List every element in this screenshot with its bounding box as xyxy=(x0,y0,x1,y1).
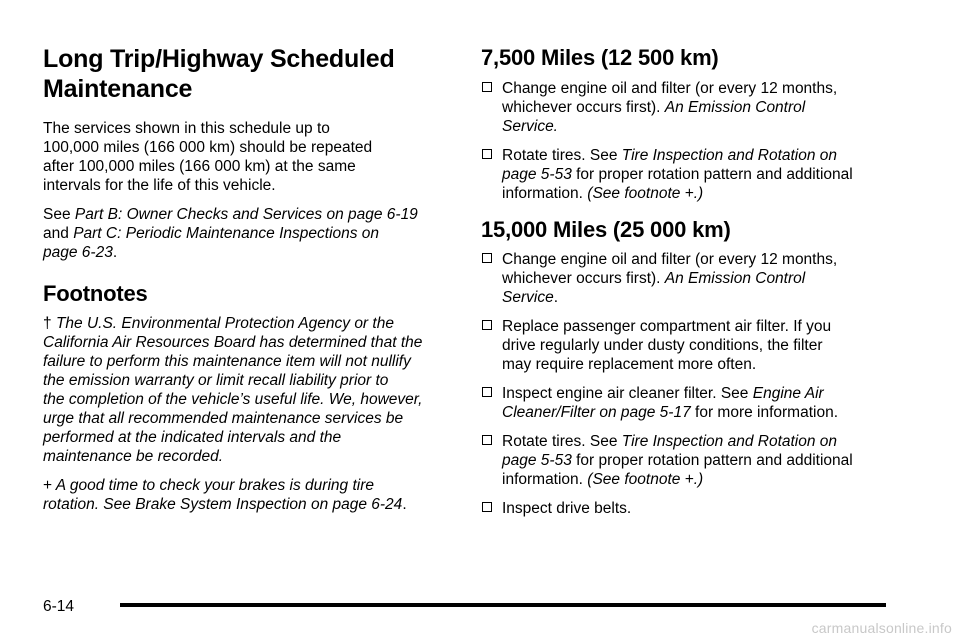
part-c-link[interactable]: Part C: Periodic Maintenance Inspections on xyxy=(73,225,380,242)
checklist-item: Inspect engine air cleaner filter. See Engine Air Cleaner/Filter on page 5-17 for more information. xyxy=(481,384,901,422)
footnotes-heading: Footnotes xyxy=(43,281,148,306)
checkbox-icon xyxy=(482,502,492,512)
left-column xyxy=(43,44,451,514)
page-number: 6-14 xyxy=(43,598,75,615)
checkbox-icon xyxy=(482,253,492,263)
intro-paragraph: The services shown in this schedule up to 100,000 miles (166 000 km) should be repeated after 100,000 miles (166 000 km) at the same intervals for the life of this vehicle. xyxy=(43,120,373,194)
checkbox-icon xyxy=(482,82,492,92)
part-b-link[interactable]: Part B: Owner Checks and Services on page 6-19 xyxy=(74,206,418,223)
part-c-link-page[interactable]: page 6-23 xyxy=(43,244,113,261)
section-7500-heading: 7,500 Miles (12 500 km) xyxy=(481,45,719,70)
checkbox-icon xyxy=(482,387,492,397)
checkbox-icon xyxy=(482,320,492,330)
checklist-item: Rotate tires. See Tire Inspection and Rotation on page 5-53 for proper rotation pattern and additional information. (See footnote +.) xyxy=(481,432,901,489)
footer-rule xyxy=(120,603,886,607)
checklist-item: Replace passenger compartment air filter. If you drive regularly under dusty conditions, the filter may require replacement more often. xyxy=(481,317,901,374)
checklist-item: Rotate tires. See Tire Inspection and Rotation on page 5-53 for proper rotation pattern and additional information. (See footnote +.) xyxy=(481,146,901,203)
page-title: Long Trip/Highway Scheduled Maintenance xyxy=(43,45,395,103)
right-column xyxy=(481,44,901,528)
checklist-item: Change engine oil and filter (or every 12 months, whichever occurs first). An Emission Control Service. xyxy=(481,79,901,136)
checkbox-icon xyxy=(482,435,492,445)
dagger-footnote: † The U.S. Environmental Protection Agency or the California Air Resources Board has determined that the failure to perform this maintenance item will not nullify the emission warranty or limit recall liability prior to the completion of the vehicle’s useful life. We, however, urge that all recommended maintenance services be performed at the indicated intervals and the maintenance be recorded. xyxy=(43,315,423,465)
see-references: See Part B: Owner Checks and Services on page 6-19 and Part C: Periodic Maintenance Inspections on page 6-23. xyxy=(43,206,418,261)
watermark: carmanualsonline.info xyxy=(811,620,952,636)
checkbox-icon xyxy=(482,149,492,159)
checklist-item: Change engine oil and filter (or every 12 months, whichever occurs first). An Emission Control Service. xyxy=(481,250,901,307)
checklist-item: Inspect drive belts. xyxy=(481,499,901,518)
section-15000-heading: 15,000 Miles (25 000 km) xyxy=(481,217,731,242)
plus-footnote: + A good time to check your brakes is during tire rotation. See Brake System Inspection on page 6-24. xyxy=(43,477,407,513)
